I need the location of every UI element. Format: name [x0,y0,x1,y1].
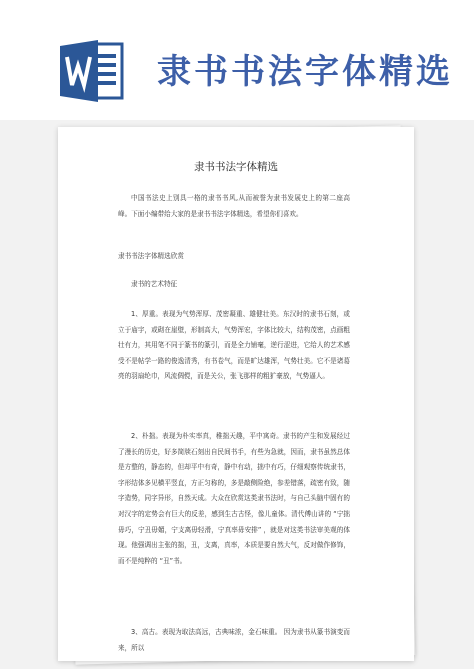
paragraph-antiquity: 3、高古。表现为取法高远，古典味浓，金石味重。 因为隶书从篆书演变而来，所以 [118,628,350,652]
banner-title: 隶书书法字体精选 [157,52,453,92]
document-title: 隶书书法字体精选 [194,161,278,173]
section-heading-features: 隶书的艺术特征 [131,280,178,288]
document-page [58,127,414,661]
header-banner [0,0,474,120]
paragraph-thickness: 1、厚重。表现为气势浑厚、茂密凝重、雄健壮美。东汉时的隶书石刻，或立于庙宇，或砌在崖壁，形制高大，气势浑宏，字体比较大，结构茂密，点画粗壮有力，其用笔不同于篆书的篆引，而是全力铺毫，逆行涩进，它给人的艺术感受不是帖学一路的俊逸清秀，有书卷气，而是旷达雄浑，气势壮美。它不是诸葛亮的羽扇纶巾，风流倜傥，而是关公，张飞那样的粗犷豪放，气势逼人。 [118,310,350,381]
paragraph-simplicity: 2、朴拙。表现为朴实率真，稚拙天趣，平中寓奇。隶书的产生和发展经过了漫长的历史，好多简牍石刻出自民间书手，有些为急就，因而，隶书虽然总体是方整的，静态的，但却平中有奇，静中有动，拙中有巧，仔细观察传统隶书，字形结体多见横平竖直，方正匀称的，多是敲侧险绝，参差错落，疏密有致，随字造势，同字异形，自然天成。大众在欣赏这类隶书法时，与自己头脑中固有的对汉字的定势会有巨大的反差，感到生古古怪，像儿童体。清代傅山讲的 “宁拙毋巧，宁丑毋媚，宁支离毋轻滑，宁真率毋安排” ，就是对这类书法审美观的体现。他强调出主张的拙，丑，支离，真率，本质是要自然大气，反对做作修饰，而不是纯粹的 “丑”书。 [118,432,350,565]
intro-paragraph: 中国书法史上别具一格的隶书书风,从而被誉为隶书发展史上的第二座高峰。下面小编带给大家的是隶书书法字体精选，希望你们喜欢。 [118,194,350,218]
word-doc-icon [60,40,126,102]
section-heading-appreciation: 隶书书法字体精选欣赏 [118,252,184,260]
